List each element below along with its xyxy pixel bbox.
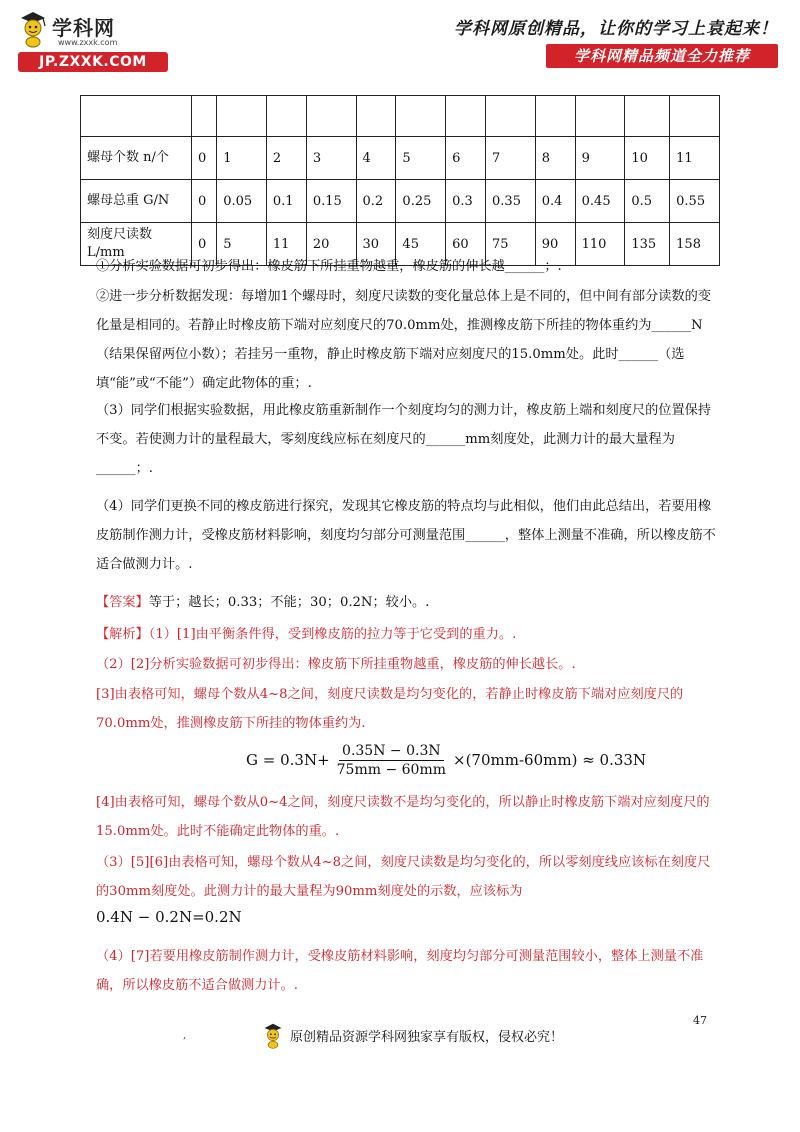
copyright-text: 原创精品资源学科网独家享有版权，侵权必究！ <box>290 1029 564 1045</box>
channel-badge: 学科网精品频道全力推荐 <box>546 44 778 68</box>
table-cell: 4 <box>356 137 396 180</box>
page-header <box>0 0 800 80</box>
table-cell: 7 <box>486 137 536 180</box>
data-table <box>80 95 720 266</box>
table-cell: 0.5 <box>625 180 670 223</box>
table-cell <box>266 96 306 137</box>
table-cell: 2 <box>266 137 306 180</box>
answer-line <box>96 588 716 617</box>
table-cell <box>535 96 575 137</box>
table-cell <box>575 96 625 137</box>
table-cell: 0.3 <box>446 180 486 223</box>
table-cell <box>396 96 446 137</box>
table-cell: 0.05 <box>217 180 267 223</box>
analysis-tag: 【解析】 <box>96 627 149 642</box>
table-cell: 30 <box>356 223 396 266</box>
table-cell <box>486 96 536 137</box>
question-part-1: ①分析实验数据可初步得出：橡皮筋下所挂重物越重，橡皮筋的伸长越______；. <box>96 259 562 274</box>
logo-url-badge[interactable]: JP.ZXXK.COM <box>18 52 168 72</box>
table-cell: 0 <box>192 137 217 180</box>
table-cell: 75 <box>486 223 536 266</box>
analysis-line-2: （2）[2]分析实验数据可初步得出：橡皮筋下所挂重物越重，橡皮筋的伸长越长。. <box>96 657 576 672</box>
page-number: 47 <box>693 1014 707 1027</box>
table-cell: 0.1 <box>266 180 306 223</box>
table-cell: 10 <box>625 137 670 180</box>
table-cell: 3 <box>306 137 356 180</box>
table-row <box>81 180 720 223</box>
table-row-label: 螺母个数 n/个 <box>81 137 192 180</box>
table-cell <box>192 96 217 137</box>
page-footer <box>262 1020 563 1050</box>
table-cell: 8 <box>535 137 575 180</box>
formula <box>246 740 646 780</box>
question-part-4: （4）同学们更换不同的橡皮筋进行探究，发现其它橡皮筋的特点均与此相似，他们由此总结出，若要用橡皮筋制作测力计，受橡皮筋材料影响，刻度均匀部分可测量范围______，整体上测量不准确，所以橡皮筋不适合做测力计。. <box>96 499 716 572</box>
table-cell: 0.2 <box>356 180 396 223</box>
question-part-3: （3）同学们根据实验数据，用此橡皮筋重新制作一个刻度均匀的测力计，橡皮筋上端和刻度尺的位置保持不变。若使测力计的量程最大，零刻度线应标在刻度尺的______mm刻度处，此测力计的最大量程为______；. <box>96 403 712 476</box>
table-cell: 11 <box>266 223 306 266</box>
table-cell: 60 <box>446 223 486 266</box>
table-cell: 0 <box>192 180 217 223</box>
table-cell: 0.35 <box>486 180 536 223</box>
logo-cn-name: 学科网 <box>52 16 115 40</box>
table-cell: 0.55 <box>670 180 720 223</box>
table-cell: 110 <box>575 223 625 266</box>
formula-numerator: 0.35N − 0.3N <box>339 742 444 761</box>
table-cell: 11 <box>670 137 720 180</box>
analysis-text-1: （1）[1]由平衡条件得，受到橡皮筋的拉力等于它受到的重力。. <box>148 627 517 642</box>
logo-small-url: www.zxxk.com <box>58 38 118 47</box>
table-cell <box>306 96 356 137</box>
table-cell: 45 <box>396 223 446 266</box>
analysis-line-5: （3）[5][6]由表格可知，螺母个数从4~8之间，刻度尺读数是均匀变化的，所以零刻度线应该标在刻度尺的30mm刻度处。此测力计的最大量程为90mm刻度处的示数，应该标为 <box>96 855 711 899</box>
table-row-label: 刻度尺读数 L/mm <box>81 223 192 266</box>
table-cell: 20 <box>306 223 356 266</box>
table-cell: 5 <box>396 137 446 180</box>
table-cell: 0.25 <box>396 180 446 223</box>
formula-denominator: 75mm − 60mm <box>336 761 447 778</box>
table-cell: 9 <box>575 137 625 180</box>
analysis-line-4: [4]由表格可知，螺母个数从0~4之间，刻度尺读数不是均匀变化的，所以静止时橡皮筋下端对应刻度尺的15.0mm处。此时不能确定此物体的重。. <box>96 795 710 839</box>
formula-lhs: G = 0.3N+ <box>246 751 330 769</box>
table-row-label <box>81 96 192 137</box>
math-line: 0.4N − 0.2N=0.2N <box>96 908 242 926</box>
table-cell <box>670 96 720 137</box>
mascot-icon <box>18 8 48 48</box>
table-cell: 1 <box>217 137 267 180</box>
formula-rhs: ×(70mm-60mm) ≈ 0.33N <box>453 751 647 769</box>
analysis-line-6: （4）[7]若要用橡皮筋制作测力计，受橡皮筋材料影响，刻度均匀部分可测量范围较小，整体上测量不准确，所以橡皮筋不适合做测力计。. <box>96 949 704 993</box>
mascot-icon <box>262 1021 284 1049</box>
table-cell <box>356 96 396 137</box>
table-cell: 158 <box>670 223 720 266</box>
table-row-label: 螺母总重 G/N <box>81 180 192 223</box>
table-cell: 0.4 <box>535 180 575 223</box>
stray-mark: , <box>183 1030 187 1041</box>
table-cell: 90 <box>535 223 575 266</box>
table-row <box>81 96 720 137</box>
table-cell <box>217 96 267 137</box>
analysis-line-1 <box>96 620 716 649</box>
table-cell: 6 <box>446 137 486 180</box>
table-cell: 0.15 <box>306 180 356 223</box>
table-cell: 135 <box>625 223 670 266</box>
table-cell <box>446 96 486 137</box>
table-cell <box>625 96 670 137</box>
zxxk-logo[interactable] <box>18 8 168 74</box>
formula-fraction <box>334 742 449 779</box>
answer-tag: 【答案】 <box>96 595 149 610</box>
header-slogan: 学科网原创精品，让你的学习上袁起来！ <box>454 19 778 39</box>
question-part-2: ②进一步分析数据发现：每增加1个螺母时，刻度尺读数的变化量总体上是不同的，但中间有部分读数的变化量是相同的。若静止时橡皮筋下端对应刻度尺的70.0mm处，推测橡皮筋下所挂的物体重约为______N（结果保留两位小数）；若挂另一重物，静止时橡皮筋下端对应刻度尺的15.0mm处。此时______（选填“能”或“不能”）确定此物体的重；. <box>96 289 712 391</box>
table-cell: 0 <box>192 223 217 266</box>
table-cell: 5 <box>217 223 267 266</box>
table-row <box>81 137 720 180</box>
analysis-line-3: [3]由表格可知，螺母个数从4~8之间，刻度尺读数是均匀变化的，若静止时橡皮筋下端对应刻度尺的70.0mm处，推测橡皮筋下所挂的物体重约为. <box>96 687 684 731</box>
answer-text: 等于；越长；0.33；不能；30；0.2N；较小。. <box>148 595 430 610</box>
table-cell: 0.45 <box>575 180 625 223</box>
